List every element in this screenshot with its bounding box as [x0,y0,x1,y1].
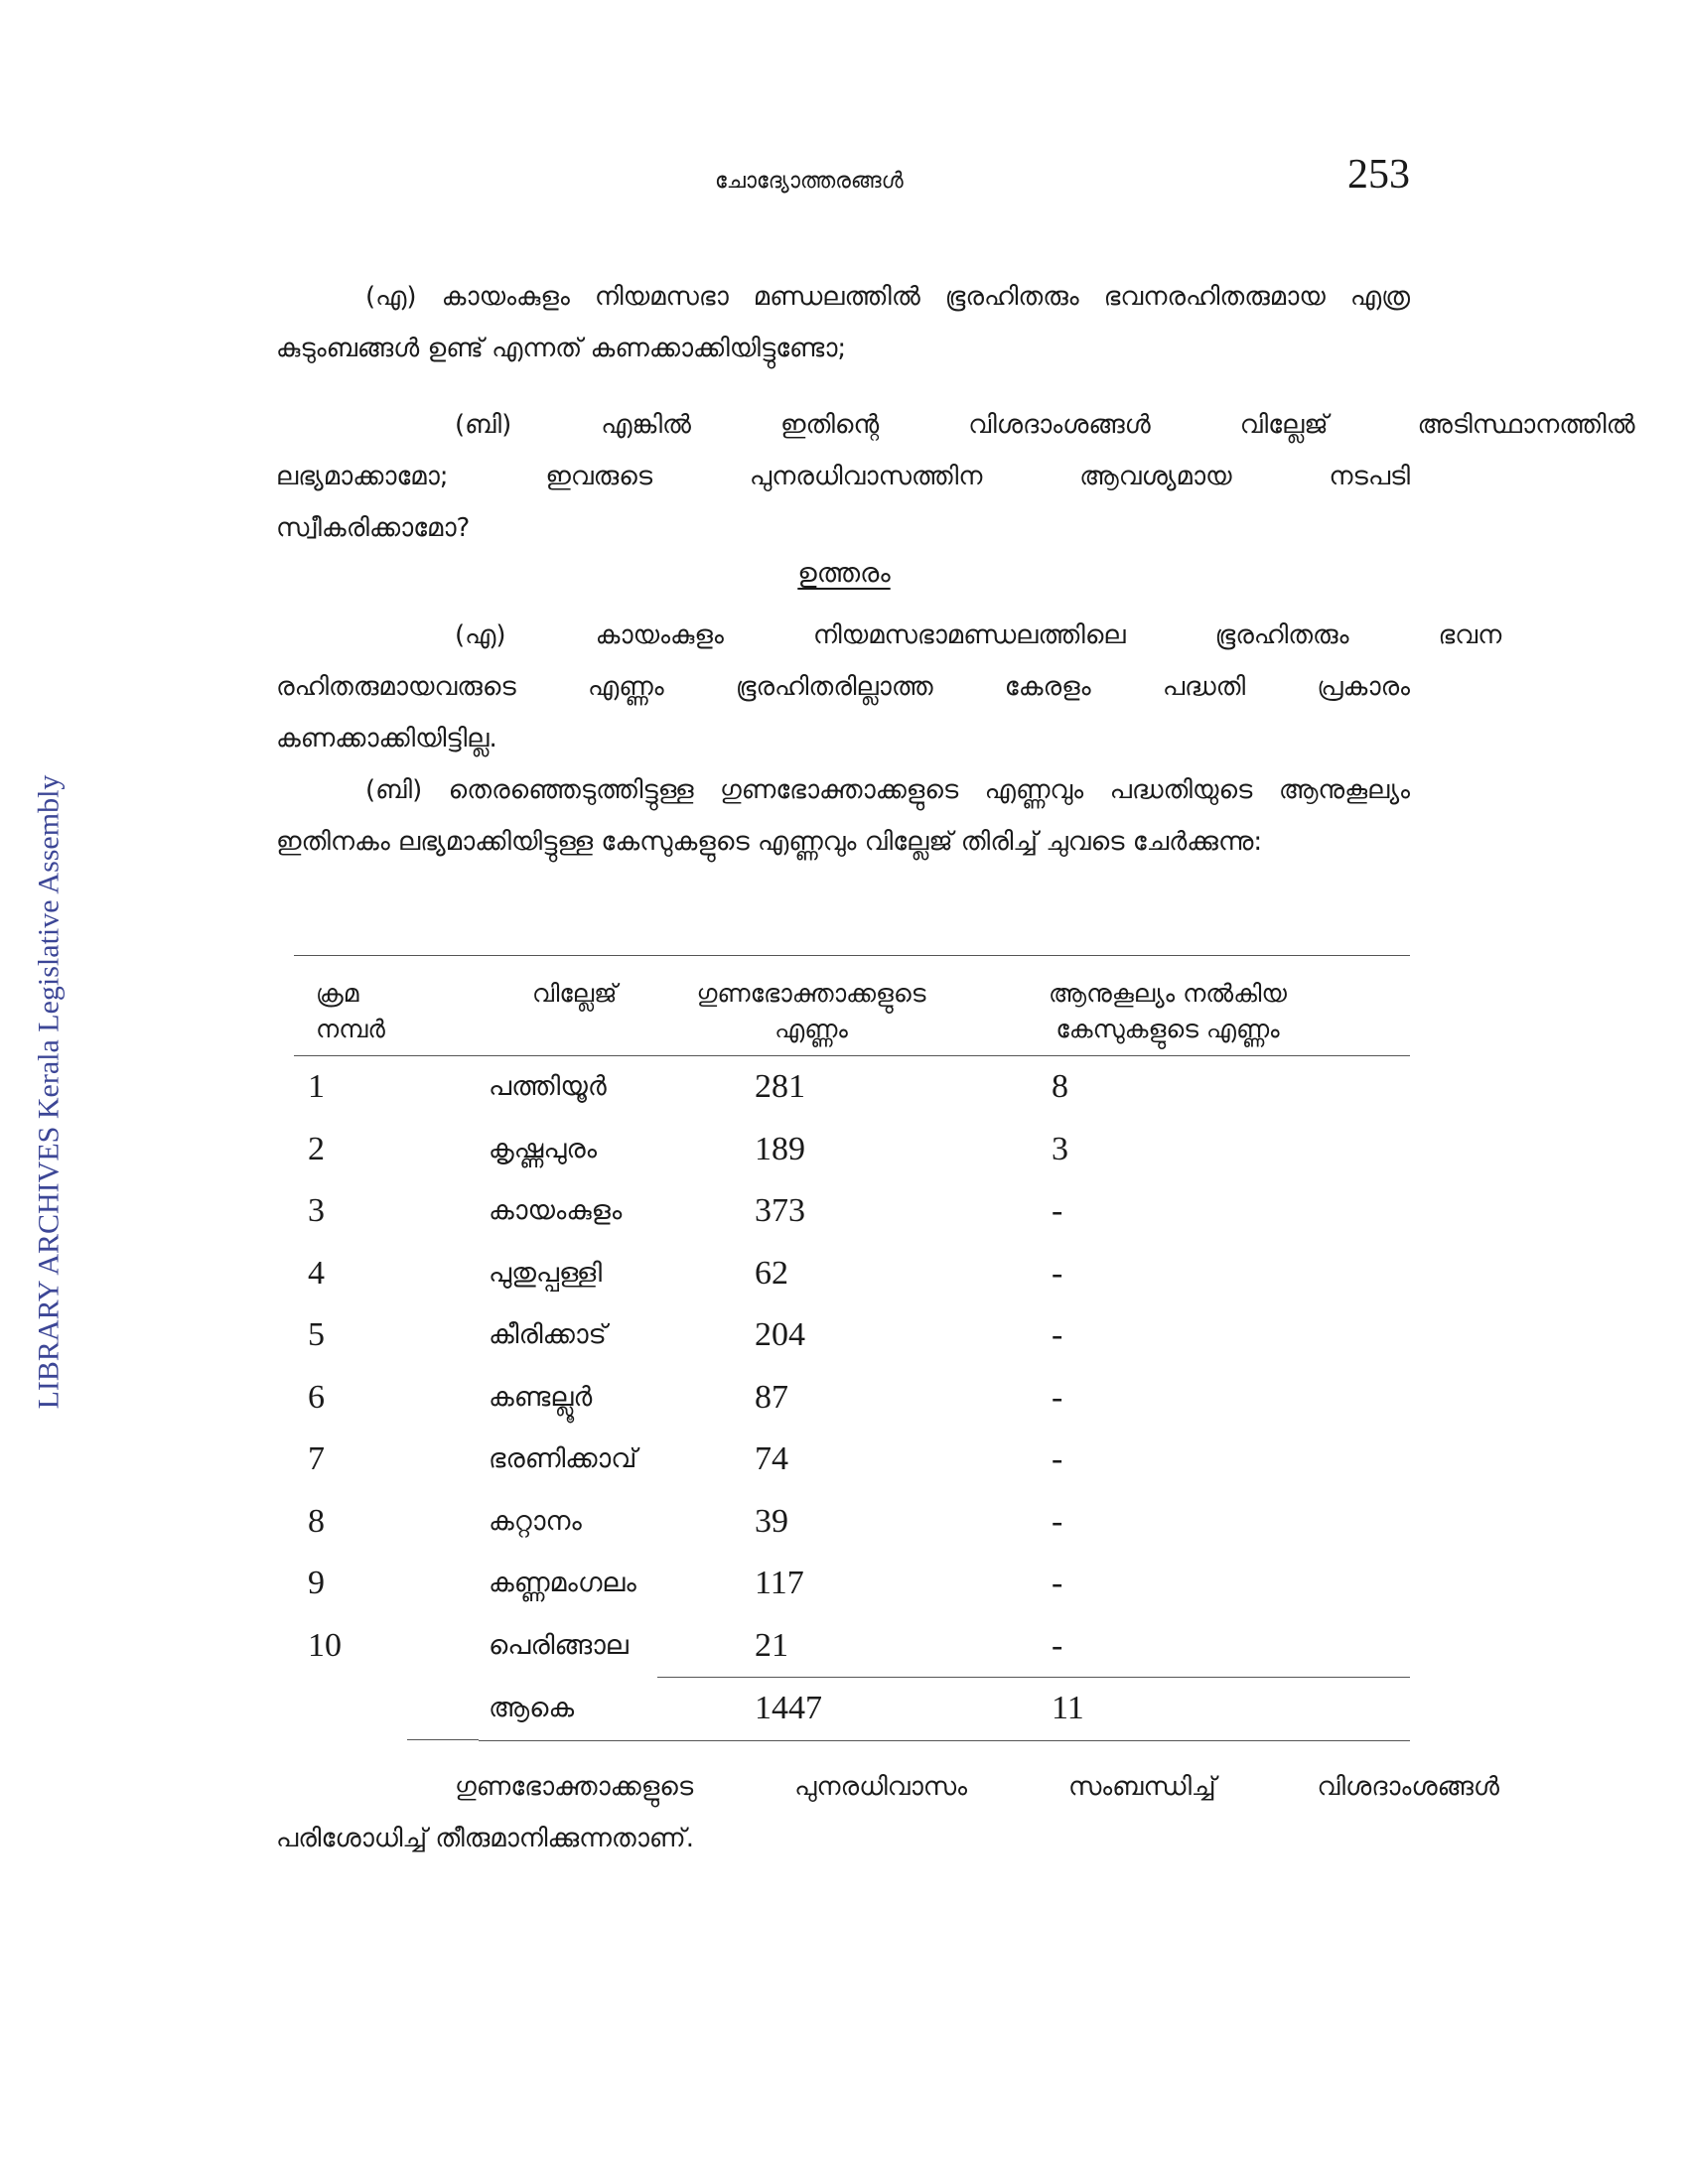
cell-cases: - [1052,1192,1063,1230]
total-underline-left [407,1739,479,1740]
cell-serial: 8 [308,1502,325,1540]
table-row [294,1553,1410,1615]
cell-beneficiaries: 281 [755,1068,805,1106]
cell-cases: - [1052,1254,1063,1292]
table-row [294,1243,1410,1305]
word: ഗുണഭോക്താക്കളുടെ [455,1772,694,1802]
word: (ബി) [455,410,512,440]
word: ഇതിന്റെ [779,410,880,440]
header-line: ക്രമ [316,979,359,1008]
word: ഭൂരഹിതരില്ലാത്ത [735,672,933,702]
total-beneficiaries: 1447 [657,1678,965,1741]
cell-cases: - [1052,1565,1063,1602]
cell-serial: 6 [308,1378,325,1416]
word: എങ്കിൽ [601,410,691,440]
table-header-row [294,956,1410,1056]
word: പുനരധിവാസം [794,1772,968,1802]
cell-cases: 3 [1052,1130,1068,1167]
cell-village: കൃഷ്ണപുരം [489,1133,598,1164]
cell-beneficiaries: 189 [755,1130,805,1167]
cell-beneficiaries: 74 [755,1440,788,1478]
header-beneficiaries [657,956,965,1056]
header-serial-number [294,956,479,1056]
word: വില്ലേജ് [1239,410,1329,440]
word: നടപടി [1329,462,1410,491]
word: ഇവരുടെ [545,462,653,491]
cell-beneficiaries: 373 [755,1192,805,1230]
cell-cases: - [1052,1316,1063,1354]
word: എണ്ണം [587,672,664,702]
word: സംബന്ധിച്ച് [1067,1772,1216,1802]
cell-cases: - [1052,1502,1063,1540]
word: ആവശ്യമായ [1079,462,1232,491]
cell-village: ഭരണിക്കാവ് [489,1443,637,1475]
question-b-line-1 [276,399,1635,451]
cell-serial: 10 [308,1627,342,1664]
table-row [294,1429,1410,1491]
table-row [294,1304,1410,1367]
table-row [294,1119,1410,1181]
word: ഭവന [1438,620,1502,650]
cell-village: പെരിങ്ങാല [489,1630,629,1661]
header-line: കേസുകളുടെ എണ്ണം [1055,1015,1280,1043]
cell-village: പുതുപ്പള്ളി [489,1257,603,1289]
cell-cases: - [1052,1626,1063,1664]
word: പുനരധിവാസത്തിന [749,462,983,491]
word: വിശദാംശങ്ങൾ [968,410,1151,440]
table-row [294,1367,1410,1430]
cell-beneficiaries: 21 [755,1626,788,1664]
header-line: എണ്ണം [774,1015,848,1043]
answer-heading: ഉത്തരം [797,558,891,589]
word: വിശദാംശങ്ങൾ [1317,1772,1499,1802]
header-line: വില്ലേജ് [532,979,618,1008]
word: അടിസ്ഥാനത്തിൽ [1417,410,1635,440]
cell-serial: 7 [308,1440,325,1478]
cell-cases: 8 [1052,1068,1068,1106]
cell-serial: 2 [308,1130,325,1167]
question-a: (എ) കായംകുളം നിയമസഭാ മണ്ഡലത്തിൽ ഭൂരഹിതരും ഭവനരഹിതരുമായ എത്ര കുടുംബങ്ങൾ ഉണ്ട് എന്നത് കണക്കാക്കിയിട്ടുണ്ടോ; [276,282,1410,363]
cell-village: കീരിക്കാട് [489,1319,607,1351]
word: ഭൂരഹിതരും [1214,620,1349,650]
cell-village: കണ്ടല്ലൂർ [489,1381,593,1413]
total-label: ആകെ [479,1678,657,1741]
cell-empty [294,1678,479,1741]
answer-a-line-3: കണക്കാക്കിയിട്ടില്ല. [276,724,497,753]
table-row [294,1180,1410,1243]
watermark-text: LIBRARY ARCHIVES Kerala Legislative Assembly [32,774,65,1410]
cell-serial: 5 [308,1316,325,1354]
word: പ്രകാരം [1317,672,1410,702]
word: (എ) [455,620,506,650]
cell-beneficiaries: 117 [755,1565,804,1602]
cell-beneficiaries: 62 [755,1254,788,1292]
word: കേരളം [1004,672,1091,702]
header-cases [965,956,1410,1056]
table-total-row [294,1678,1410,1741]
cell-village: കണ്ണമംഗലം [489,1568,636,1599]
cell-village: പത്തിയൂർ [489,1071,607,1103]
answer-a-line-1 [276,610,1502,661]
header-line: നമ്പർ [316,1015,385,1043]
question-b-line-3: സ്വീകരിക്കാമോ? [276,513,471,543]
cell-beneficiaries: 87 [755,1378,788,1416]
table-row [294,1615,1410,1678]
cell-serial: 1 [308,1068,325,1106]
village-table [294,955,1410,1741]
word: ലഭ്യമാക്കാമോ; [276,462,449,491]
table-row [294,1056,1410,1119]
answer-b: (ബി) തെരഞ്ഞെടുത്തിട്ടുള്ള ഗുണഭോക്താക്കളുടെ എണ്ണവും പദ്ധതിയുടെ ആനുകൂല്യം ഇതിനകം ലഭ്യമാക്കിയിട്ടുള്ള കേസുകളുടെ എണ്ണവും വില്ലേജ് തിരിച്ച് ചുവടെ ചേർക്കുന്നു: [276,775,1410,857]
closing-line-1 [276,1761,1499,1813]
running-title: ചോദ്യോത്തരങ്ങൾ [715,169,904,194]
word: രഹിതരുമായവരുടെ [276,672,516,702]
cell-cases: - [1052,1378,1063,1416]
answer-a-line-2 [276,661,1410,713]
archive-watermark [24,735,73,1449]
header-village [479,956,657,1056]
word: കായംകുളം [595,620,724,650]
total-cases: 11 [965,1678,1410,1741]
cell-cases: - [1052,1440,1063,1478]
header-line: ആനുകൂല്യം നൽകിയ [1049,979,1287,1008]
header-line: ഗുണഭോക്താക്കളുടെ [696,979,926,1008]
question-b-line-2 [276,451,1410,502]
cell-serial: 4 [308,1254,325,1292]
table-row [294,1491,1410,1554]
closing-line-2: പരിശോധിച്ച് തീരുമാനിക്കുന്നതാണ്. [276,1824,694,1853]
word: പദ്ധതി [1162,672,1246,702]
word: നിയമസഭാമണ്ഡലത്തിലെ [812,620,1126,650]
cell-serial: 3 [308,1192,325,1230]
cell-serial: 9 [308,1565,325,1602]
cell-village: കായംകുളം [489,1195,623,1227]
cell-beneficiaries: 39 [755,1502,788,1540]
cell-beneficiaries: 204 [755,1316,805,1354]
page-number: 253 [1347,152,1410,198]
cell-village: കറ്റാനം [489,1505,582,1537]
